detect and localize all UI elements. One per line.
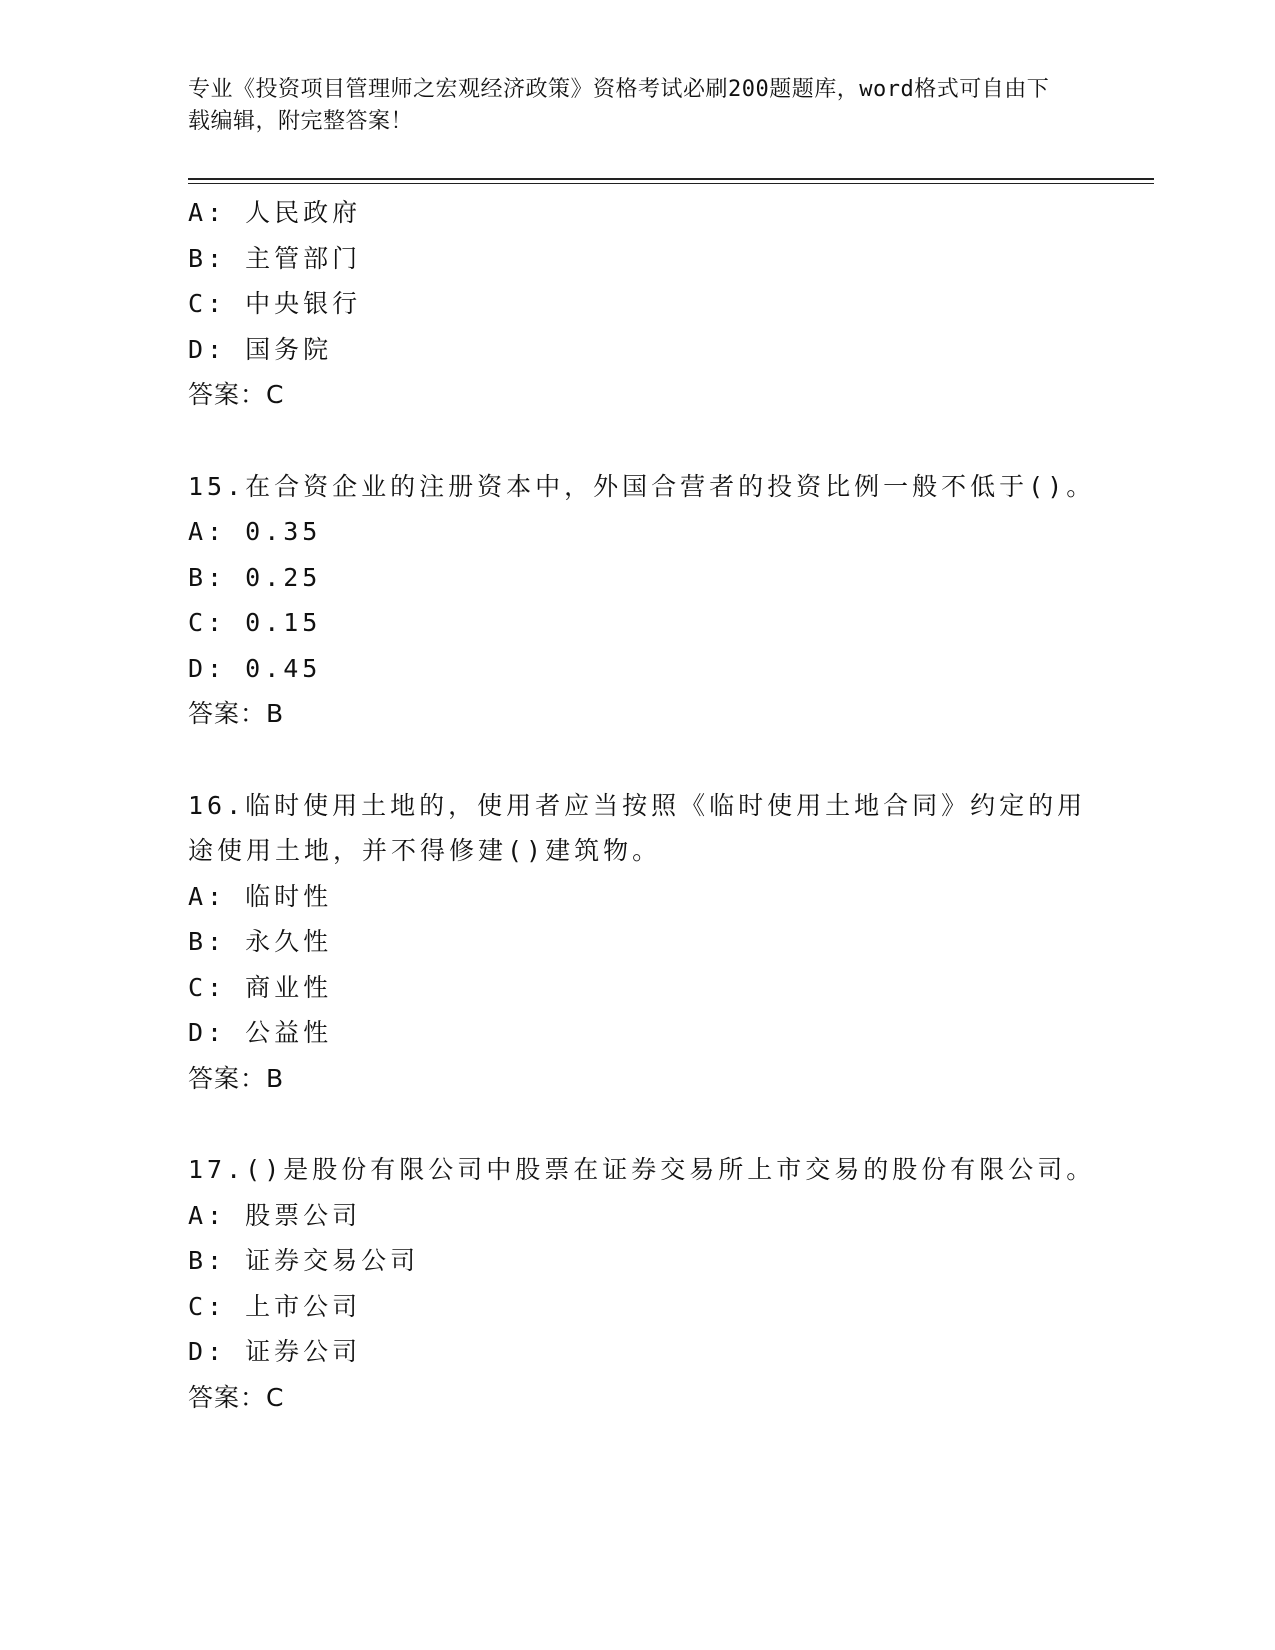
- option-d: D: 国务院: [188, 334, 333, 364]
- option-b: B: 永久性: [188, 927, 333, 956]
- spacer: [188, 1101, 1088, 1147]
- option-c: C: 中央银行: [188, 289, 362, 318]
- option-b: B: 0.25: [188, 562, 322, 592]
- answer: 答案：B: [188, 1063, 285, 1093]
- option-b: B: 证券交易公司: [188, 1246, 420, 1275]
- question-list: [188, 190, 1096, 1420]
- option-d: D: 0.45: [188, 653, 322, 683]
- option-a: A: 0.35: [188, 517, 322, 546]
- option-c: C: 商业性: [188, 972, 333, 1002]
- option-a: A: 股票公司: [188, 1200, 362, 1230]
- spacer: [188, 418, 1088, 464]
- question-text: 17.()是股份有限公司中股票在证券交易所上市交易的股份有限公司。: [188, 1155, 1096, 1184]
- spacer: [188, 737, 1088, 783]
- question-text-line-1: 16.临时使用土地的，使用者应当按照《临时使用土地合同》约定的用: [188, 790, 1087, 820]
- question-text-line-2: 途使用土地，并不得修建()建筑物。: [188, 836, 662, 865]
- answer: 答案：C: [188, 380, 285, 409]
- option-c: C: 上市公司: [188, 1291, 362, 1321]
- option-b: B: 主管部门: [188, 243, 362, 273]
- header-divider-thin: [188, 183, 1154, 184]
- question-15: [188, 464, 1096, 737]
- question-text: 15.在合资企业的注册资本中，外国合营者的投资比例一般不低于()。: [188, 471, 1096, 501]
- question-14: [188, 190, 1088, 418]
- document-header: 专业《投资项目管理师之宏观经济政策》资格考试必刷200题题库，word格式可自由下载编辑，附完整答案！: [188, 77, 1050, 134]
- option-a: A: 临时性: [188, 881, 333, 911]
- question-17: [188, 1147, 1096, 1420]
- option-d: D: 公益性: [188, 1018, 333, 1047]
- option-d: D: 证券公司: [188, 1337, 362, 1366]
- header-divider: [188, 178, 1154, 180]
- option-a: A: 人民政府: [188, 198, 362, 227]
- answer: 答案：B: [188, 699, 285, 728]
- option-c: C: 0.15: [188, 608, 322, 637]
- answer: 答案：C: [188, 1382, 285, 1412]
- question-16: [188, 783, 1088, 1102]
